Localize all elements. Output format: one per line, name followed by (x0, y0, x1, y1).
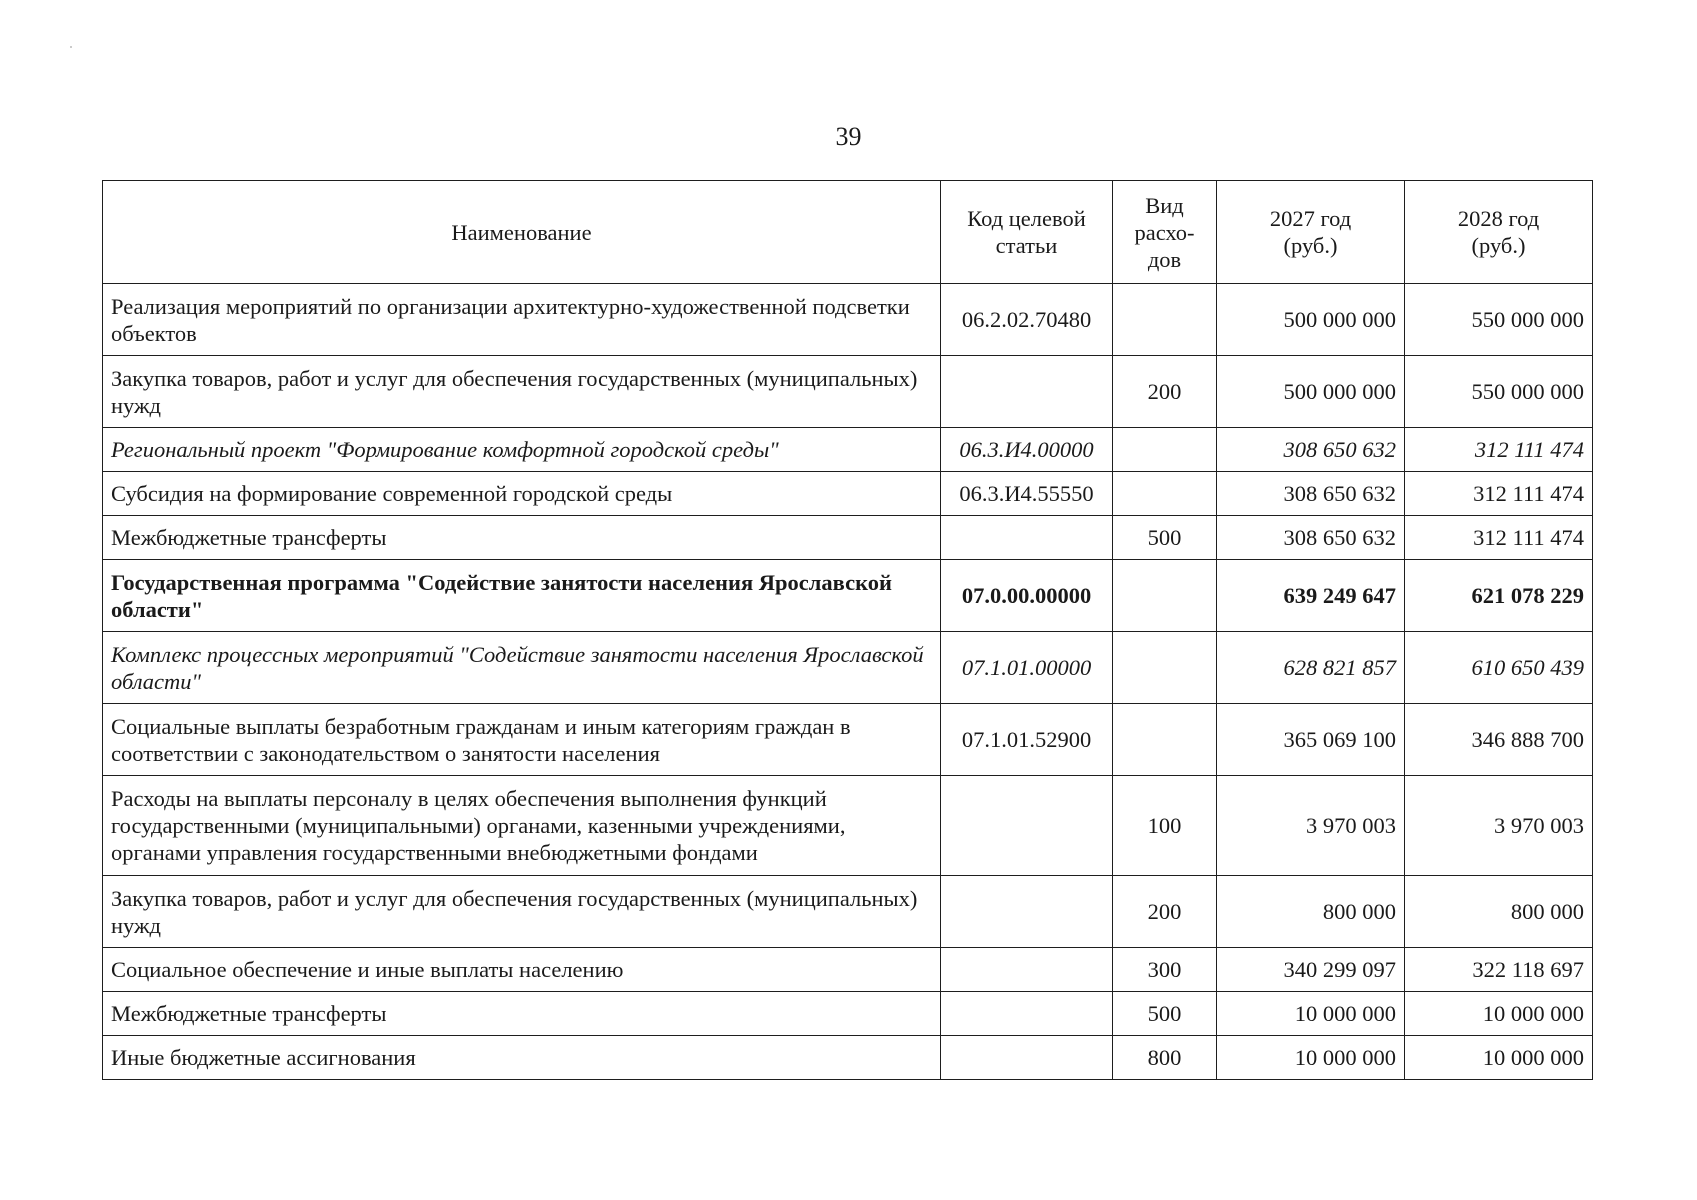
cell-code: 07.1.01.00000 (941, 632, 1113, 704)
table-row (103, 516, 1593, 560)
cell-type: 100 (1113, 776, 1217, 876)
header-year-2027-text: 2027 год (руб.) (1269, 206, 1352, 258)
cell-2027: 365 069 100 (1217, 704, 1405, 776)
header-name: Наименование (103, 181, 941, 284)
table-header-row (103, 181, 1593, 284)
cell-code (941, 876, 1113, 948)
header-code (941, 181, 1113, 284)
cell-name: Закупка товаров, работ и услуг для обеспечения государственных (муниципальных) нужд (103, 876, 941, 948)
cell-name: Социальное обеспечение и иные выплаты населению (103, 948, 941, 992)
cell-code: 07.0.00.00000 (941, 560, 1113, 632)
cell-2027: 10 000 000 (1217, 992, 1405, 1036)
cell-2027: 10 000 000 (1217, 1036, 1405, 1080)
cell-2027: 800 000 (1217, 876, 1405, 948)
cell-code (941, 992, 1113, 1036)
cell-code: 06.3.И4.00000 (941, 428, 1113, 472)
cell-type (1113, 632, 1217, 704)
cell-type: 800 (1113, 1036, 1217, 1080)
cell-type (1113, 704, 1217, 776)
cell-2028: 621 078 229 (1405, 560, 1593, 632)
cell-name: Социальные выплаты безработным гражданам и иным категориям граждан в соответствии с законодательством о занятости населения (103, 704, 941, 776)
cell-code (941, 356, 1113, 428)
cell-2027: 500 000 000 (1217, 284, 1405, 356)
cell-2027: 3 970 003 (1217, 776, 1405, 876)
cell-2028: 800 000 (1405, 876, 1593, 948)
cell-name: Межбюджетные трансферты (103, 516, 941, 560)
cell-name: Государственная программа "Содействие занятости населения Ярославской области" (103, 560, 941, 632)
cell-code (941, 776, 1113, 876)
cell-2028: 346 888 700 (1405, 704, 1593, 776)
cell-code: 06.3.И4.55550 (941, 472, 1113, 516)
cell-2027: 628 821 857 (1217, 632, 1405, 704)
cell-type (1113, 560, 1217, 632)
budget-table (102, 180, 1593, 1080)
cell-2028: 10 000 000 (1405, 1036, 1593, 1080)
table-row (103, 948, 1593, 992)
cell-2027: 308 650 632 (1217, 428, 1405, 472)
cell-type (1113, 428, 1217, 472)
cell-name: Межбюджетные трансферты (103, 992, 941, 1036)
header-year-2028-text: 2028 год (руб.) (1457, 206, 1540, 258)
cell-code (941, 516, 1113, 560)
page-number: 39 (835, 122, 862, 151)
table-row (103, 428, 1593, 472)
cell-name: Субсидия на формирование современной городской среды (103, 472, 941, 516)
cell-name: Расходы на выплаты персоналу в целях обеспечения выполнения функций государственными (муниципальными) органами, казенными учреждениями, органами управления государственными внебюджетными фондами (103, 776, 941, 876)
cell-2028: 10 000 000 (1405, 992, 1593, 1036)
cell-2027: 308 650 632 (1217, 516, 1405, 560)
cell-type (1113, 472, 1217, 516)
cell-name: Закупка товаров, работ и услуг для обеспечения государственных (муниципальных) нужд (103, 356, 941, 428)
scan-speck (70, 46, 72, 48)
cell-2028: 322 118 697 (1405, 948, 1593, 992)
cell-2027: 639 249 647 (1217, 560, 1405, 632)
cell-2028: 550 000 000 (1405, 284, 1593, 356)
cell-name: Иные бюджетные ассигнования (103, 1036, 941, 1080)
header-year-2027 (1217, 181, 1405, 284)
cell-code (941, 1036, 1113, 1080)
header-year-2028 (1405, 181, 1593, 284)
table-row (103, 776, 1593, 876)
cell-2028: 3 970 003 (1405, 776, 1593, 876)
cell-2028: 550 000 000 (1405, 356, 1593, 428)
table-row (103, 992, 1593, 1036)
header-type-text: Вид расхо-дов (1134, 192, 1195, 272)
cell-2028: 312 111 474 (1405, 516, 1593, 560)
cell-code: 06.2.02.70480 (941, 284, 1113, 356)
cell-type: 200 (1113, 356, 1217, 428)
table-row (103, 632, 1593, 704)
table-row (103, 1036, 1593, 1080)
cell-name: Региональный проект "Формирование комфортной городской среды" (103, 428, 941, 472)
table-row (103, 356, 1593, 428)
cell-2027: 340 299 097 (1217, 948, 1405, 992)
cell-name: Комплекс процессных мероприятий "Содействие занятости населения Ярославской области" (103, 632, 941, 704)
cell-type: 500 (1113, 992, 1217, 1036)
header-type (1113, 181, 1217, 284)
cell-type (1113, 284, 1217, 356)
cell-type: 500 (1113, 516, 1217, 560)
cell-code (941, 948, 1113, 992)
cell-2027: 308 650 632 (1217, 472, 1405, 516)
table-row (103, 284, 1593, 356)
table-row (103, 876, 1593, 948)
cell-2028: 312 111 474 (1405, 428, 1593, 472)
header-code-text: Код целевой статьи (967, 206, 1086, 258)
cell-name: Реализация мероприятий по организации архитектурно-художественной подсветки объектов (103, 284, 941, 356)
table-row (103, 704, 1593, 776)
cell-2028: 312 111 474 (1405, 472, 1593, 516)
cell-type: 300 (1113, 948, 1217, 992)
table-row (103, 472, 1593, 516)
cell-code: 07.1.01.52900 (941, 704, 1113, 776)
cell-2028: 610 650 439 (1405, 632, 1593, 704)
table-row (103, 560, 1593, 632)
cell-type: 200 (1113, 876, 1217, 948)
cell-2027: 500 000 000 (1217, 356, 1405, 428)
